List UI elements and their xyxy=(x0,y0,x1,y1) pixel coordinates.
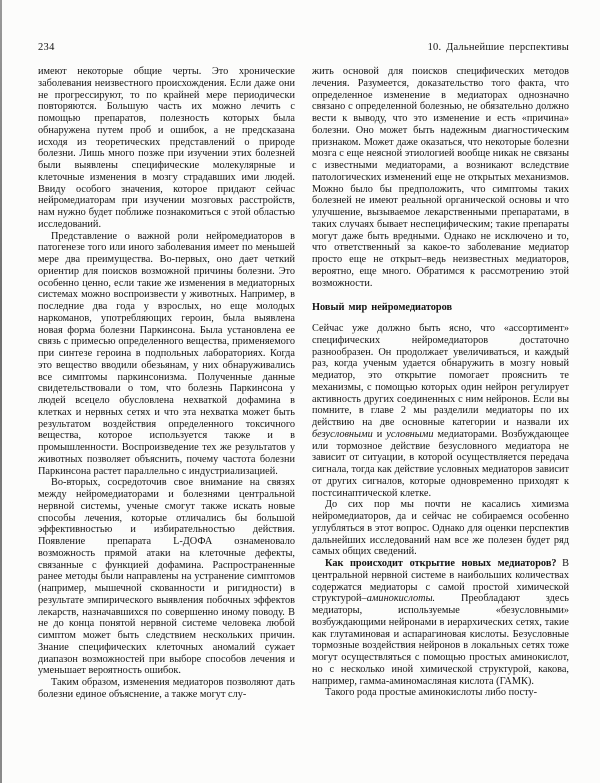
text-run: Представление о важной роли нейромедиаторов в патогенезе того или иного заболевания имеет по меньшей мере два преимущества. Во-первых, оно дает четкий ориентир для поисков возможной причины болезни. Это особенно ценно, если такие же изменения в медиаторных системах можно воспроизвести у животных. Например, в последние два года у взрослых, но еще молодых наркоманов, употребляющих героин, была выявлена новая форма болезни Паркинсона. Была установлена ее связь с примесью определенного вещества, применяемого при синтезе героина в подпольных лабораториях. Когда это вещество вводили обезьянам, у них обнаруживались все симптомы паркинсонизма. Полученные данные свидетельствовали о том, что болезнь Паркинсона у людей всецело обусловлена нехваткой дофамина в клетках и нервных сетях и что эта нехватка может быть результатом воздействия определенного токсичного вещества, которое используется также и в промышленности. Воспроизведение тех же результатов у животных позволяет объяснить, почему частота болезни Паркинсона растет параллельно с индустриализацией. xyxy=(38,230,295,477)
text-run: имеют некоторые общие черты. Это хронические заболевания неизвестного происхождения. Если даже они не прогрессируют, то по крайней мере периодически повторяются. Большую часть их можно лечить с помощью препаратов, полезность которых была обнаружена путем проб и ошибок, а не предсказана исходя из теоретических представлений о природе болезни. Лишь много позже при изучении этих болезней были выявлены специфические молекулярные и клеточные изменения в мозгу страдавших ими людей. Ввиду особого значения, которое придают сейчас нейромедиаторам при изучении мозговых расстройств, нам нужно будет поближе познакомиться с этой областью исследований. xyxy=(38,66,295,230)
paragraph xyxy=(312,499,569,558)
text-run: безусловными xyxy=(312,428,373,440)
paragraph xyxy=(312,687,569,699)
text-run: До сих пор мы почти не касались химизма нейромедиаторов, да и сейчас не собираемся особенно углубляться в этот вопрос. Однако для оценки перспектив дальнейших исследований нам все же полезен будет ряд самых общих сведений. xyxy=(312,499,569,558)
text-run: жить основой для поисков специфических методов лечения. Разумеется, доказательство того факта, что определенное изменение в медиаторах однозначно связано с определенной болезнью, не обязательно должно вести к выводу, что это изменение и есть «причина» болезни. Оно может быть надежным диагностическим признаком. Может даже оказаться, что некоторые болезни мозга с еще неясной этиологией вообще никак не связаны с известными медиаторами, а возникают вследствие патологических изменений еще не открытых механизмов. Можно было бы предположить, что симптомы таких болезней не имеют реальной органической основы и что улучшение, вызываемое лекарственными препаратами, в таких случаях бывает неспецифическим; такие препараты могут даже быть вредными. Однако не исключено и то, что ответственный за какое-то заболевание медиатор просто еще не открыт–ведь неизвестных медиаторов, вероятно, еще много. Обратимся к рассмотрению этой возможности. xyxy=(312,66,569,289)
paragraph xyxy=(38,231,295,478)
paragraph xyxy=(312,558,569,687)
text-run: и xyxy=(372,428,387,440)
text-run: аминокислоты. xyxy=(366,593,436,605)
text-run: медиаторами. Возбуждающее или тормозное действие безусловного медиатора не зависит от ситуации, в которой осуществляется передача сигнала, тогда как действие условных медиаторов зависит от других сигналов, которые одновременно приходят к постсинаптической клетке. xyxy=(312,428,569,499)
page-number: 234 xyxy=(38,42,55,53)
text-run: Таким образом, изменения медиаторов позволяют дать болезни единое объяснение, а также могут слу- xyxy=(38,677,295,700)
text-run: Такого рода простые аминокислоты либо посту- xyxy=(325,687,538,699)
text-columns xyxy=(38,66,569,701)
text-run: Новый мир нейромедиаторов xyxy=(312,302,453,314)
text-run: условными xyxy=(386,428,434,440)
paragraph xyxy=(38,477,295,677)
paragraph xyxy=(38,66,295,231)
chapter-running-title: 10. Дальнейшие перспективы xyxy=(427,42,569,53)
left-column xyxy=(38,66,295,701)
text-run: Преобладают здесь медиаторы, используемые «безусловными» возбуждающими нейронами в иерархических сетях, такие как глутаминовая и аспарагиновая кислоты. Безусловные тормозные воздействия нейронов в локальных сетях тоже могут осуществляться с помощью простых аминокислот, но с несколько иной химической структурой, какова, например, гамма-аминомасляная кислота (ГАМК). xyxy=(312,593,569,687)
text-run: В центральной нервной системе в наибольших количествах содержатся медиаторы с самой простой химической структурой– xyxy=(312,558,569,605)
right-column xyxy=(312,66,569,701)
text-run: Сейчас уже должно быть ясно, что «ассортимент» специфических нейромедиаторов достаточно разнообразен. Он продолжает увеличиваться, и каждый раз, когда ученым удается обнаружить в мозгу новый медиатор, это открытие помогает прояснить те механизмы, с помощью которых один нейрон регулирует активность других соединенных с ним нейронов. Если вы помните, в главе 2 мы разделили медиаторы по их действию на две основные категории и назвали их xyxy=(312,323,569,428)
running-header xyxy=(38,42,569,54)
page-edge-shadow xyxy=(0,0,2,783)
text-run: Во-вторых, сосредоточив свое внимание на связях между нейромедиаторами и болезнями центральной нервной системы, ученые смогут также искать новые способы лечения, которые отличались бы большой эффективностью и избирательностью действия. Появление препарата L-ДОФА ознаменовало возможность прямой атаки на клеточные дефекты, связанные с функцией дофамина. Распространенные ранее методы были направлены на устранение симптомов (например, мышечной скованности и ригидности) в результате эмпирического выявления побочных эффектов лекарств, назначавшихся по совершенно иному поводу. В не до конца понятой нервной системе человека любой симптом может быть следствием нескольких причин. Знание специфических клеточных аномалий сужает диапазон возможностей при выборе способов лечения и уменьшает вероятность ошибок. xyxy=(38,477,295,677)
paragraph xyxy=(38,677,295,701)
paragraph xyxy=(312,66,569,289)
paragraph xyxy=(312,323,569,499)
run-in-heading: Как происходит открытие новых медиаторов? xyxy=(325,558,557,569)
section-heading xyxy=(312,302,569,314)
